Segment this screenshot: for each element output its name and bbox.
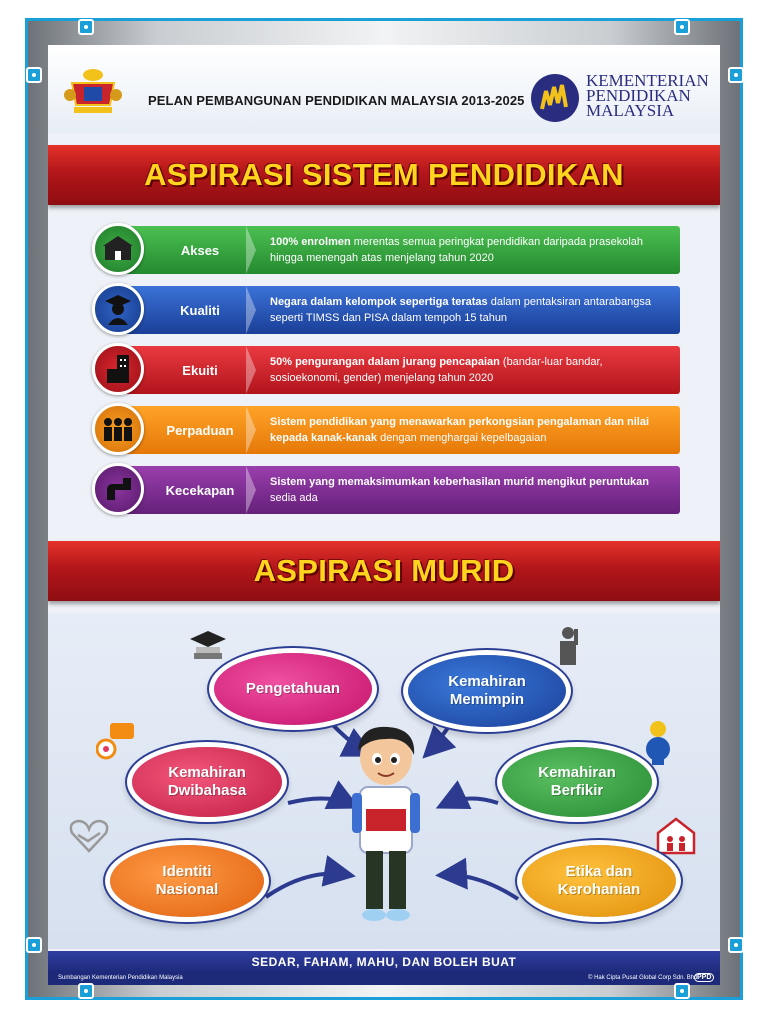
- footer-credit: Sumbangan Kementerian Pendidikan Malaysia: [58, 975, 183, 981]
- plan-title: PELAN PEMBANGUNAN PENDIDIKAN MALAYSIA 2013-2025: [148, 93, 525, 108]
- frame-clip: [78, 983, 94, 999]
- student-title: ASPIRASI MURID: [253, 553, 515, 588]
- aspiration-row-ekuiti: [92, 343, 680, 395]
- kpm-logo-icon: [530, 73, 580, 123]
- aspiration-row-kecekapan: [92, 463, 680, 515]
- student-banner: [48, 541, 720, 601]
- aspiration-oval-etika-dan-kerohanian: Etika dan Kerohanian: [522, 845, 676, 917]
- row-description: Sistem pendidikan yang menawarkan perkongsian pengalaman dan nilai kepada kanak-kanak dengan menghargai kepelbagaian: [270, 416, 649, 444]
- handshake-heart-icon: [68, 817, 110, 853]
- frame-clip: [26, 937, 42, 953]
- people-icon: [92, 403, 144, 455]
- thinking-head-icon: [638, 717, 678, 765]
- aspiration-oval-kemahiran-memimpin: Kemahiran Memimpin: [408, 655, 566, 727]
- aspiration-row-kualiti: [92, 283, 680, 335]
- row-description: Negara dalam kelompok sepertiga teratas dalam pentaksiran antarabangsa seperti TIMSS dan PISA dalam tempoh 15 tahun: [270, 296, 651, 324]
- books-icon: [188, 629, 228, 669]
- frame-clip: [728, 67, 744, 83]
- row-label: Kecekapan: [165, 482, 235, 498]
- frame-clip: [728, 937, 744, 953]
- frame-clip: [674, 983, 690, 999]
- aspiration-row-perpaduan: [92, 403, 680, 455]
- coat-of-arms-icon: [64, 65, 122, 117]
- leader-icon: [552, 625, 584, 667]
- pipe-icon: [92, 463, 144, 515]
- system-title: ASPIRASI SISTEM PENDIDIKAN: [144, 157, 624, 192]
- system-banner: [48, 145, 720, 205]
- buildings-icon: [92, 343, 144, 395]
- poster: [48, 45, 720, 985]
- speech-bubbles-icon: [96, 721, 136, 765]
- row-description: 100% enrolmen merentas semua peringkat pendidikan daripada prasekolah hingga menengah atas menjelang tahun 2020: [270, 236, 643, 264]
- row-description: Sistem yang memaksimumkan keberhasilan murid mengikut peruntukan sedia ada: [270, 476, 650, 504]
- aspiration-oval-kemahiran-dwibahasa: Kemahiran Dwibahasa: [132, 747, 282, 817]
- frame-clip: [78, 19, 94, 35]
- poster-frame: [25, 18, 743, 1000]
- student-character: [344, 721, 428, 925]
- publisher-badge: PPD: [694, 973, 714, 982]
- row-label: Akses: [180, 242, 220, 258]
- aspiration-oval-identiti-nasional: Identiti Nasional: [110, 845, 264, 917]
- ministry-name: KEMENTERIAN PENDIDIKAN MALAYSIA: [586, 71, 709, 120]
- row-label: Kualiti: [180, 302, 220, 318]
- row-label: Perpaduan: [166, 422, 234, 438]
- header: [48, 45, 720, 133]
- aspiration-oval-pengetahuan: Pengetahuan: [214, 653, 372, 725]
- aspiration-oval-kemahiran-berfikir: Kemahiran Berfikir: [502, 747, 652, 817]
- frame-clip: [674, 19, 690, 35]
- aspiration-row-akses: [92, 223, 680, 275]
- home-family-icon: [654, 815, 698, 855]
- graduate-icon: [92, 283, 144, 335]
- row-label: Ekuiti: [182, 362, 218, 378]
- frame-clip: [26, 67, 42, 83]
- school-icon: [92, 223, 144, 275]
- row-description: 50% pengurangan dalam jurang pencapaian (bandar-luar bandar, sosioekonomi, gender) menjelang tahun 2020: [270, 356, 603, 384]
- tagline: SEDAR, FAHAM, MAHU, DAN BOLEH BUAT: [48, 951, 720, 973]
- footer-copyright: © Hak Cipta Pusat Global Corp Sdn. Bhd.: [588, 975, 700, 981]
